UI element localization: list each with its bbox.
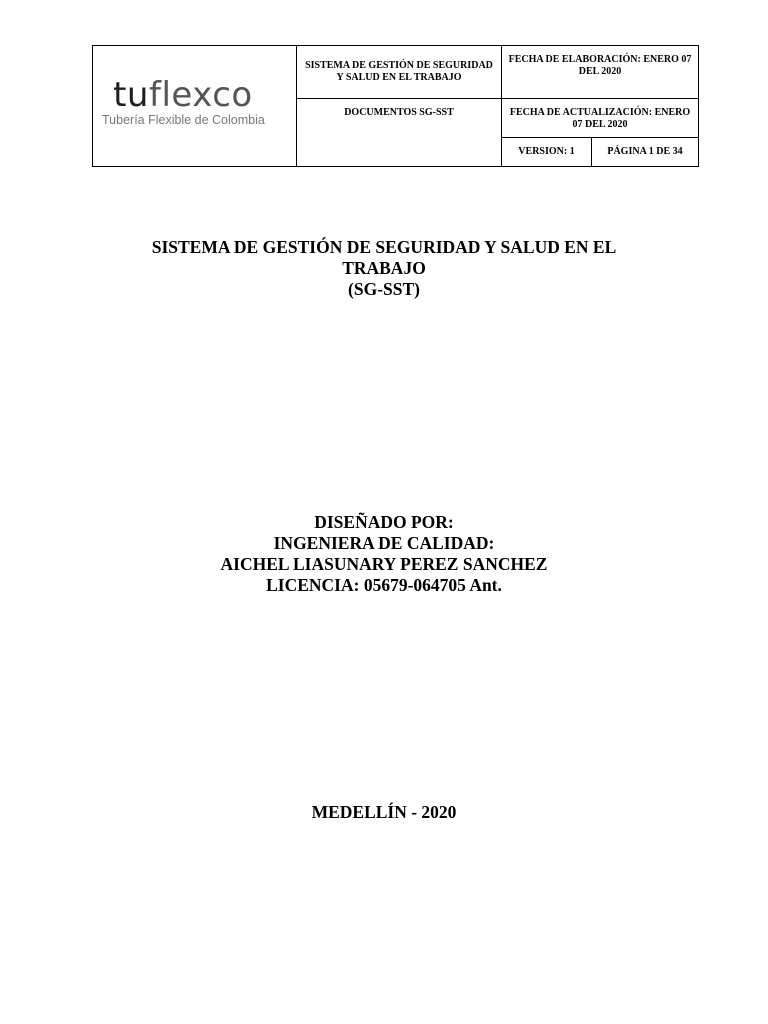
logo-cell [93,46,297,167]
logo-brand-dark: tu [113,75,149,115]
designed-by-label: DISEÑADO POR: [314,512,454,532]
logo-brand-light: flexco [148,75,253,115]
page-number-cell: PÁGINA 1 DE 34 [592,138,699,167]
version-cell: VERSION: 1 [502,138,592,167]
update-date-cell: FECHA DE ACTUALIZACIÓN: ENERO 07 DEL 2020 [502,99,699,138]
document-header-table [92,45,699,167]
designed-by-block [0,512,768,596]
title-main: SISTEMA DE GESTIÓN DE SEGURIDAD Y SALUD EN EL TRABAJO [151,237,617,278]
document-title [0,237,768,300]
elaboration-date-cell: FECHA DE ELABORACIÓN: ENERO 07 DEL 2020 [502,46,699,99]
title-acronym: (SG-SST) [348,279,420,299]
city-year: MEDELLÍN - 2020 [311,802,457,822]
designer-role: INGENIERA DE CALIDAD: [273,533,495,553]
logo-tagline: Tubería Flexible de Colombia [102,113,265,127]
logo-wordmark [101,75,265,115]
company-logo [101,75,265,127]
system-name-cell: SISTEMA DE GESTIÓN DE SEGURIDAD Y SALUD EN EL TRABAJO [297,46,502,99]
designer-license: LICENCIA: 05679-064705 Ant. [266,575,502,595]
designer-name: AICHEL LIASUNARY PEREZ SANCHEZ [220,554,548,574]
documents-cell: DOCUMENTOS SG-SST [297,99,502,167]
